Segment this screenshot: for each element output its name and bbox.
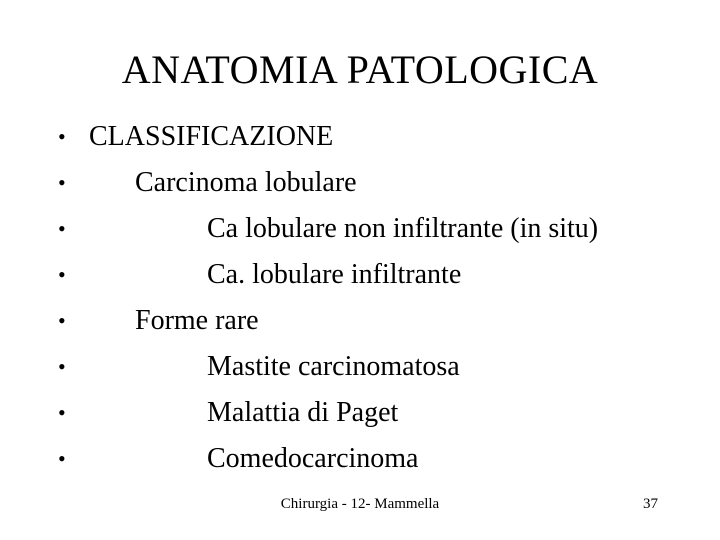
bullet-icon: • [58, 124, 66, 149]
bullet-icon: • [58, 308, 66, 333]
bullet-icon: • [58, 400, 66, 425]
list-item [58, 114, 698, 160]
list-item [58, 298, 698, 344]
bullet-icon: • [58, 262, 66, 287]
list-item [58, 206, 698, 252]
list-item [58, 436, 698, 482]
list-item-text: CLASSIFICAZIONE [89, 121, 334, 152]
list-item-text: Mastite carcinomatosa [207, 351, 460, 382]
bullet-icon: • [58, 354, 66, 379]
page-number: 37 [643, 496, 658, 512]
slide-footer: Chirurgia - 12- Mammella [280, 496, 440, 512]
bullet-icon: • [58, 170, 66, 195]
bullet-icon: • [58, 216, 66, 241]
list-item-text: Malattia di Paget [207, 397, 399, 428]
list-item [58, 344, 698, 390]
list-item-text: Ca. lobulare infiltrante [207, 259, 462, 290]
list-item-text: Ca lobulare non infiltrante (in situ) [207, 213, 599, 244]
list-item [58, 390, 698, 436]
bullet-icon: • [58, 446, 66, 471]
list-item-text: Comedocarcinoma [207, 443, 419, 474]
bullet-list [58, 114, 698, 482]
slide-title: ANATOMIA PATOLOGICA [121, 47, 599, 92]
list-item [58, 252, 698, 298]
list-item-text: Carcinoma lobulare [135, 167, 357, 198]
list-item [58, 160, 698, 206]
list-item-text: Forme rare [135, 305, 259, 336]
